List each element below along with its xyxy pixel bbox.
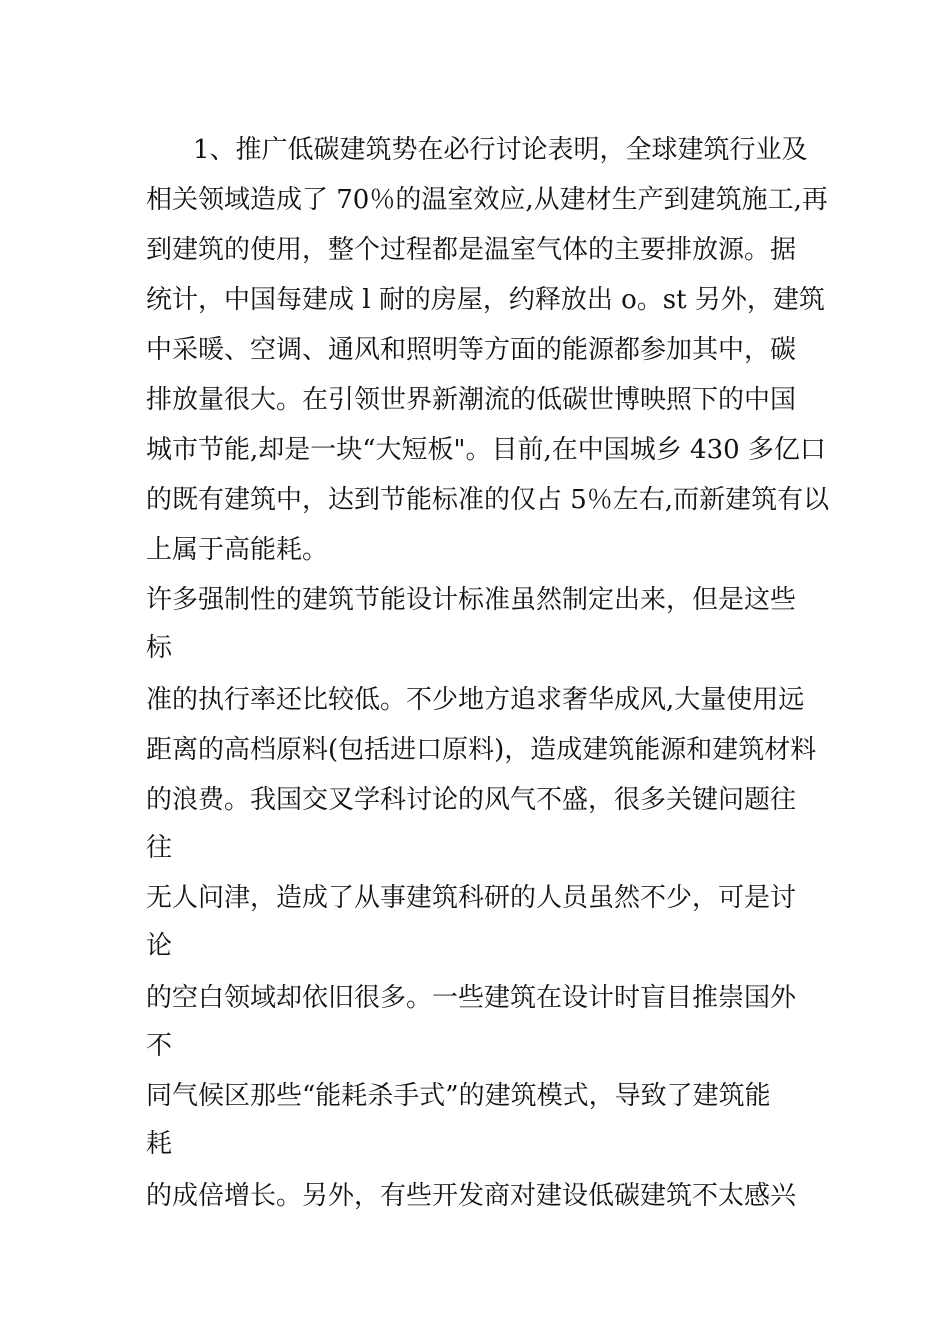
text-line: 的空白领域却依旧很多。一些建筑在设计时盲目推崇国外 <box>146 983 797 1013</box>
text-line: 城市节能,却是一块“大短板"。目前,在中国城乡 430 多亿口 <box>146 435 826 465</box>
text-line: 中采暖、空调、通风和照明等方面的能源都参加其中，碳 <box>146 335 797 365</box>
text-line: 同气候区那些“能耗杀手式”的建筑模式，导致了建筑能 <box>146 1081 771 1111</box>
text-line: 论 <box>146 931 173 961</box>
text-line: 不 <box>146 1031 173 1061</box>
text-line: 往 <box>146 833 173 863</box>
text-line: 相关领域造成了 70％的温室效应,从建材生产到建筑施工,再 <box>146 185 828 215</box>
text-line: 统计，中国每建成 l 耐的房屋，约释放出 o。st 另外，建筑 <box>146 285 825 315</box>
text-line: 许多强制性的建筑节能设计标准虽然制定出来，但是这些 <box>146 585 797 615</box>
text-line: 无人问津，造成了从事建筑科研的人员虽然不少，可是讨 <box>146 883 797 913</box>
text-line: 的成倍增长。另外，有些开发商对建设低碳建筑不太感兴 <box>146 1181 797 1211</box>
text-line: 上属于高能耗。 <box>146 535 329 565</box>
text-line: 到建筑的使用，整个过程都是温室气体的主要排放源。据 <box>146 235 797 265</box>
text-line: 准的执行率还比较低。不少地方追求奢华成风,大量使用远 <box>146 685 805 715</box>
text-line: 1、推广低碳建筑势在必行讨论表明，全球建筑行业及 <box>193 135 808 165</box>
text-line: 耗 <box>146 1129 173 1159</box>
text-line: 排放量很大。在引领世界新潮流的低碳世博映照下的中国 <box>146 385 797 415</box>
text-line: 的浪费。我国交叉学科讨论的风气不盛，很多关键问题往 <box>146 785 797 815</box>
text-line: 标 <box>146 633 173 663</box>
text-line: 的既有建筑中，达到节能标准的仅占 5％左右,而新建筑有以 <box>146 485 830 515</box>
text-line: 距离的高档原料(包括进口原料)，造成建筑能源和建筑材料 <box>146 735 817 765</box>
